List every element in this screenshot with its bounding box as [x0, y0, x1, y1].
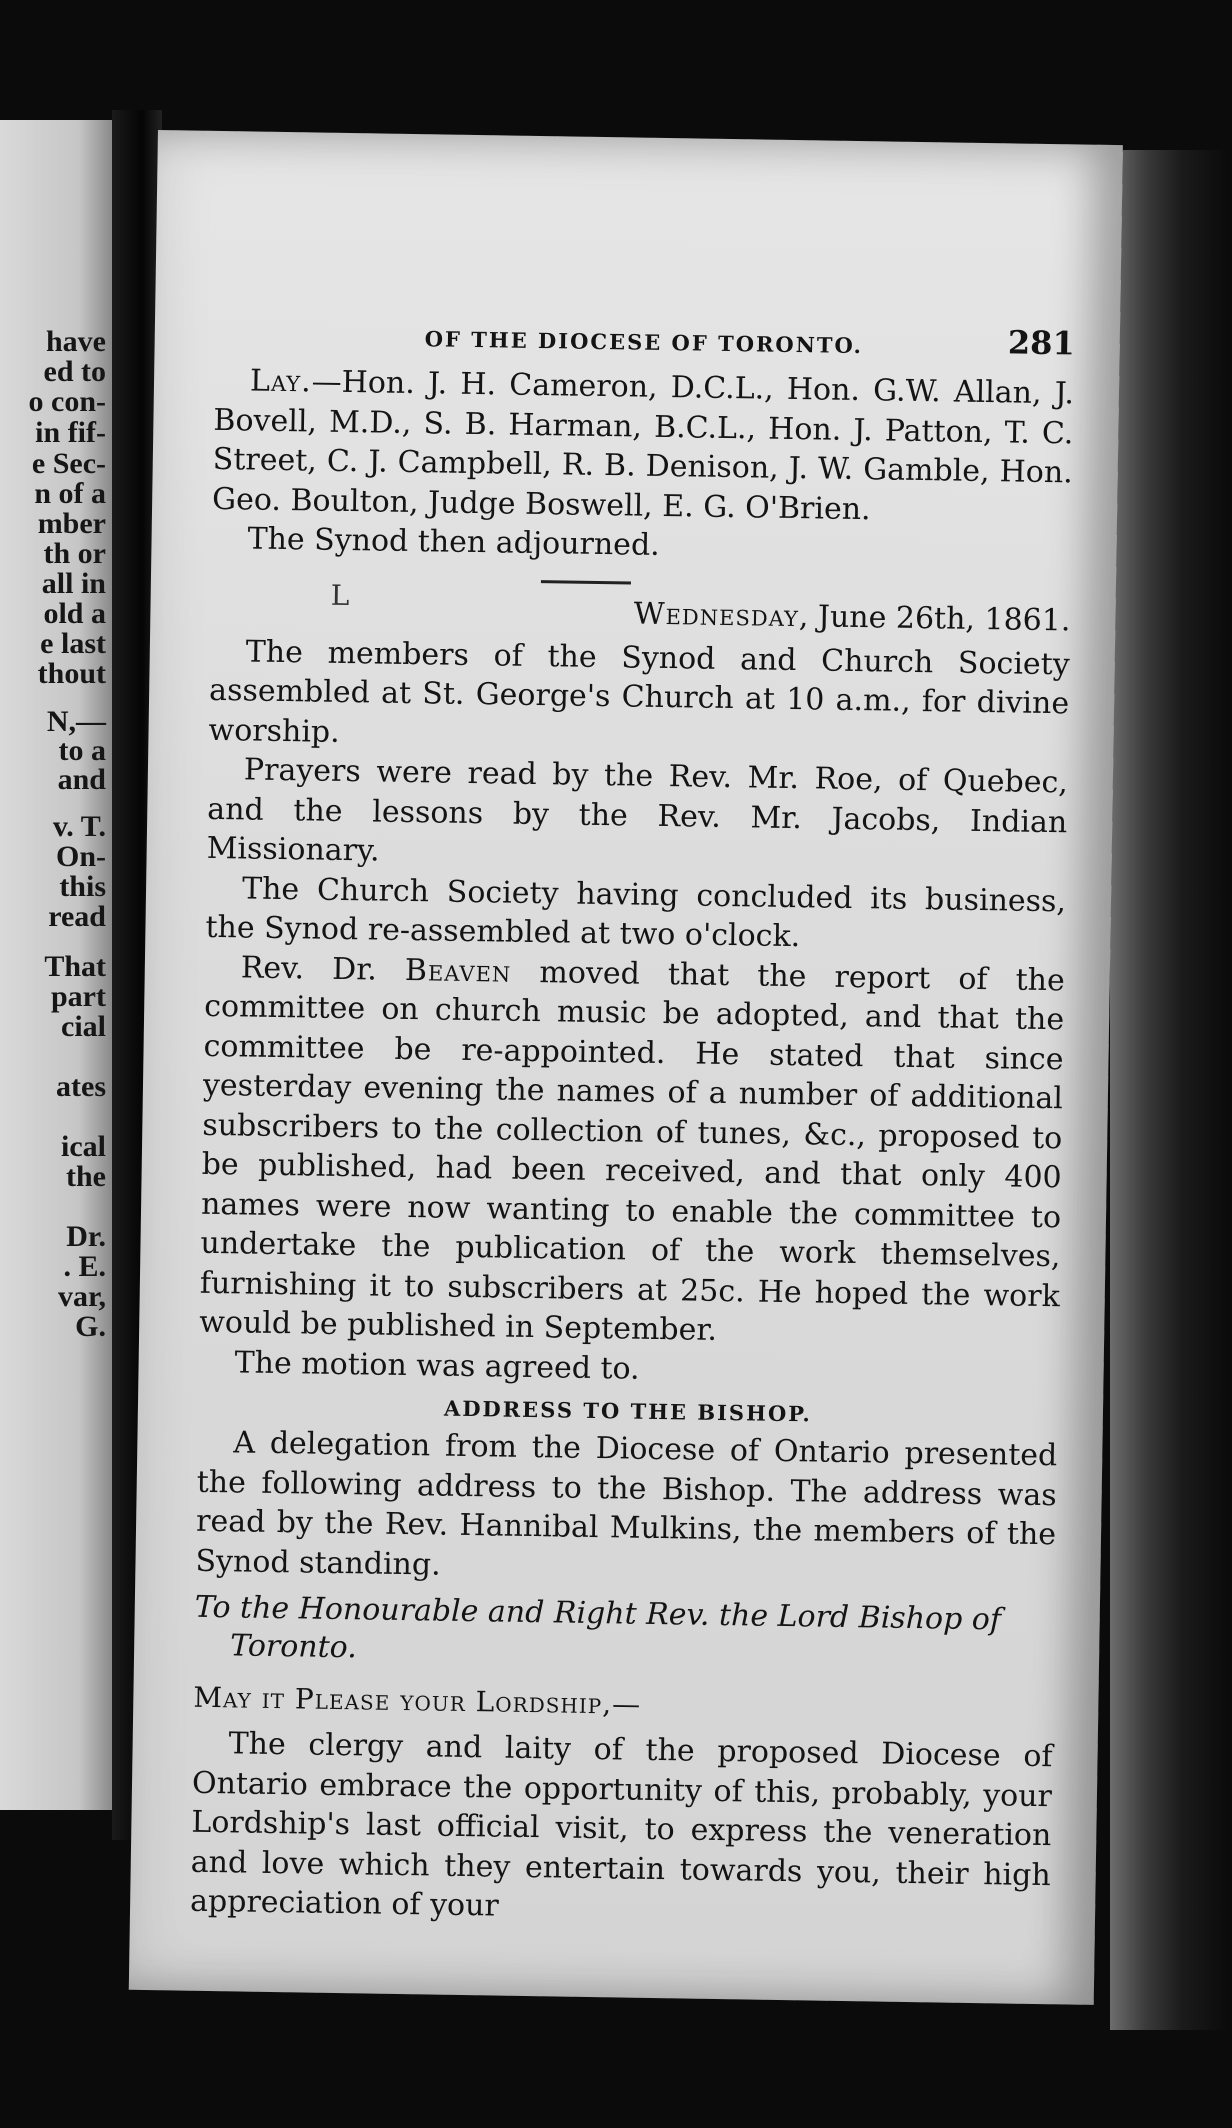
lay-label: Lay.: [249, 363, 312, 400]
facing-page-fragment: On-: [55, 840, 106, 873]
facing-page-fragment: Dr.: [66, 1220, 106, 1253]
book-page: [129, 130, 1123, 2005]
facing-page-fragment: have: [46, 325, 106, 358]
facing-page-fragment: all in: [41, 567, 106, 600]
section-rule: [541, 580, 631, 584]
facing-page-fragment: and: [57, 763, 106, 796]
page-edge-stack: [1110, 150, 1230, 2030]
facing-page-fragment: ates: [56, 1070, 106, 1103]
beaven-name: Beaven: [404, 952, 512, 990]
pencil-mark: L: [330, 578, 350, 612]
facing-page-fragment: read: [48, 900, 106, 933]
facing-page-fragment: ed to: [43, 355, 106, 388]
facing-page-fragment: ical: [61, 1130, 106, 1163]
page-content: [190, 311, 1075, 1935]
beaven-paragraph: [199, 947, 1065, 1355]
section-heading: ADDRESS TO THE BISHOP.: [443, 1395, 813, 1427]
beaven-prefix: Rev. Dr.: [240, 949, 406, 988]
address-salutation: To the Honourable and Right Rev. the Lord Bishop of Toronto.: [194, 1589, 1002, 1666]
facing-page-fragment: part: [51, 980, 106, 1013]
facing-page-fragment: . E.: [63, 1250, 106, 1283]
facing-page-fragment: n of a: [34, 477, 106, 510]
prayers-paragraph: Prayers were read by the Rev. Mr. Roe, of Quebec, and the lessons by the Rev. Mr. Jacobs, Indian Missionary.: [206, 752, 1069, 869]
facing-page-fragment: this: [59, 870, 106, 903]
facing-page-fragment: the: [66, 1160, 106, 1193]
lay-text: —Hon. J. H. Cameron, D.C.L., Hon. G.W. Allan, J. Bovell, M.D., S. B. Harman, B.C.L., Hon. J. Patton, T. C. Street, C. J. Campbell, R. B. Denison, J. W. Gamble, Hon. Geo. Boulton, Judge Boswell, E. G. O'Brien.: [211, 364, 1075, 527]
facing-page-fragment: var,: [57, 1280, 106, 1313]
facing-page-fragment: v. T.: [52, 810, 106, 843]
facing-page-fragment: th or: [43, 537, 106, 570]
adjourned-paragraph: The Synod then adjourned.: [247, 521, 660, 563]
facing-page-fragment: thout: [37, 657, 106, 690]
facing-page-fragment: N,—: [46, 705, 106, 738]
facing-page-fragment: o con-: [28, 385, 106, 418]
facing-page-fragment: e last: [40, 627, 106, 660]
address-body-paragraph: The clergy and laity of the proposed Diocese of Ontario embrace the opportunity of this, probably, your Lordship's last official visit, to express the veneration and love which they entertain towards you, their high appreciation of your: [189, 1726, 1053, 1924]
page-number: 281: [1007, 323, 1076, 363]
facing-page-fragment: e Sec-: [31, 447, 106, 480]
facing-page-fragment: in fif-: [35, 416, 106, 449]
facing-page-fragment: to a: [58, 734, 106, 767]
running-head-title: OF THE DIOCESE OF TORONTO.: [424, 326, 864, 359]
date-day: Wednesday: [633, 596, 800, 634]
facing-page: [0, 120, 112, 1810]
facing-page-fragment: G.: [75, 1310, 106, 1343]
address-greeting: May it Please your Lordship,—: [193, 1680, 642, 1721]
motion-paragraph: The motion was agreed to.: [234, 1344, 640, 1387]
lay-members-paragraph: [212, 361, 1074, 532]
date-rest: , June 26th, 1861.: [798, 598, 1071, 638]
delegation-paragraph: A delegation from the Diocese of Ontario presented the following address to the Bishop. The address was read by the Rev. Hannibal Mulkins, the members of the Synod standing.: [195, 1425, 1058, 1583]
facing-page-fragment: cial: [61, 1010, 106, 1043]
facing-page-fragment: mber: [37, 507, 106, 540]
society-paragraph: The Church Society having concluded its business, the Synod re-assembled at two o'clock.: [205, 870, 1067, 955]
facing-page-fragment: That: [44, 950, 106, 983]
beaven-text: moved that the report of the committee on church music be adopted, and that the committee be re-appointed. He stated that since yesterday evening the names of a number of additional subscribers to the collection of tunes, &c., proposed to be published, had been received, and that only 400 names were now wanting to enable the committee to undertake the publication of the work themselves, furnishing it to subscribers at 25c. He hoped the work would be published in September.: [199, 954, 1066, 1348]
members-paragraph: The members of the Synod and Church Society assembled at St. George's Church at 10 a.m., for divine worship.: [208, 633, 1070, 750]
facing-page-fragment: old a: [43, 597, 106, 630]
